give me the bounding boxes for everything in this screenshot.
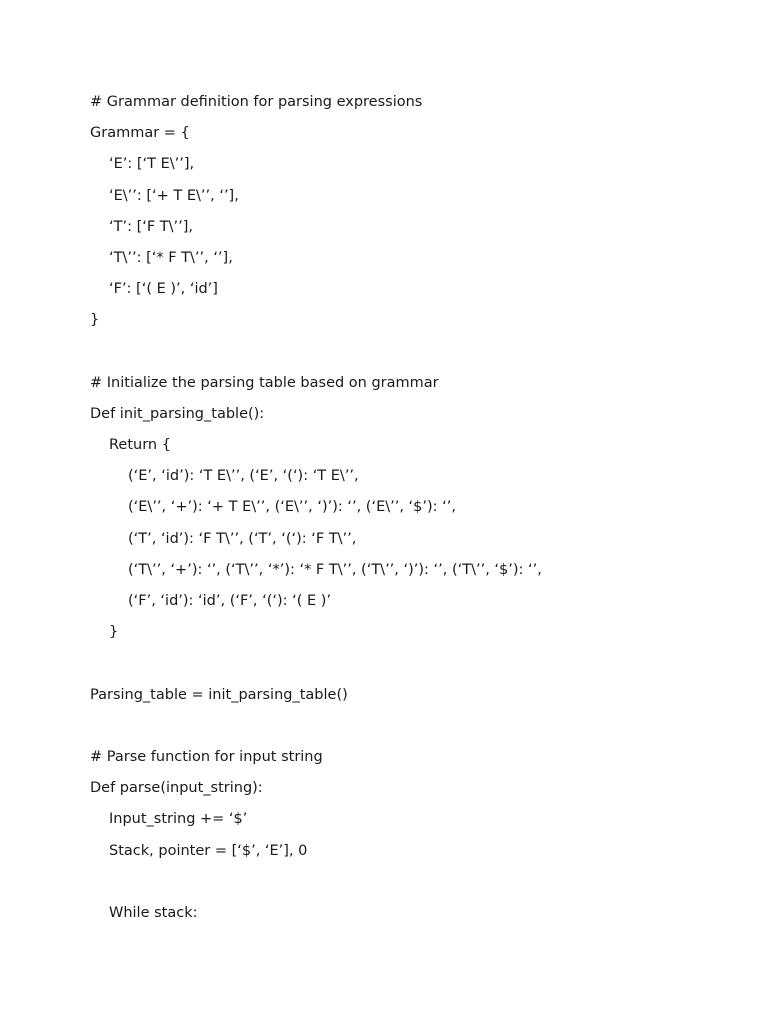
blank-line <box>90 340 730 371</box>
blank-line <box>90 651 730 682</box>
comment-line: # Parse function for input string <box>90 748 323 765</box>
code-line: (‘T\’’, ‘+’): ‘’, (‘T\’’, ‘*’): ‘* F T\’’, (‘T\’’, ‘)’): ‘’, (‘T\’’, ‘$’): ‘’, <box>128 561 542 578</box>
blank-line <box>90 870 730 901</box>
code-line: } <box>109 624 119 641</box>
comment-line: # Grammar definition for parsing expressions <box>90 94 423 110</box>
code-line: (‘T’, ‘id’): ‘F T\’’, (‘T’, ‘(‘): ‘F T\’’, <box>128 530 357 547</box>
code-line: Stack, pointer = [‘$’, ‘E’], 0 <box>109 842 308 859</box>
comment-line: # Initialize the parsing table based on grammar <box>90 374 439 391</box>
code-line: ‘T\’’: [‘* F T\’’, ‘’], <box>109 249 233 266</box>
code-line: ‘F’: [‘( E )’, ‘id’] <box>109 281 218 298</box>
code-line: (‘F’, ‘id’): ‘id’, (‘F’, ‘(‘): ‘( E )’ <box>128 593 332 609</box>
code-line: (‘E\’’, ‘+’): ‘+ T E\’’, (‘E\’’, ‘)’): ‘’, (‘E\’’, ‘$’): ‘’, <box>128 499 456 516</box>
code-line: Def parse(input_string): <box>90 780 263 797</box>
blank-line <box>90 714 730 745</box>
code-line: Def init_parsing_table(): <box>90 405 265 422</box>
code-line: Return { <box>109 437 171 454</box>
code-line: (‘E’, ‘id’): ‘T E\’’, (‘E’, ‘(‘): ‘T E\’’, <box>128 468 359 485</box>
code-line: While stack: <box>109 904 198 921</box>
code-line: ‘E’: [‘T E\’’], <box>109 156 195 173</box>
code-line: Input_string += ‘$’ <box>109 811 248 828</box>
code-line: ‘T’: [‘F T\’’], <box>109 218 194 235</box>
code-line: Parsing_table = init_parsing_table() <box>90 686 348 703</box>
code-line: } <box>90 312 100 329</box>
code-line: Grammar = { <box>90 125 190 142</box>
code-block <box>90 90 730 932</box>
code-line: ‘E\’’: [‘+ T E\’’, ‘’], <box>109 187 239 204</box>
